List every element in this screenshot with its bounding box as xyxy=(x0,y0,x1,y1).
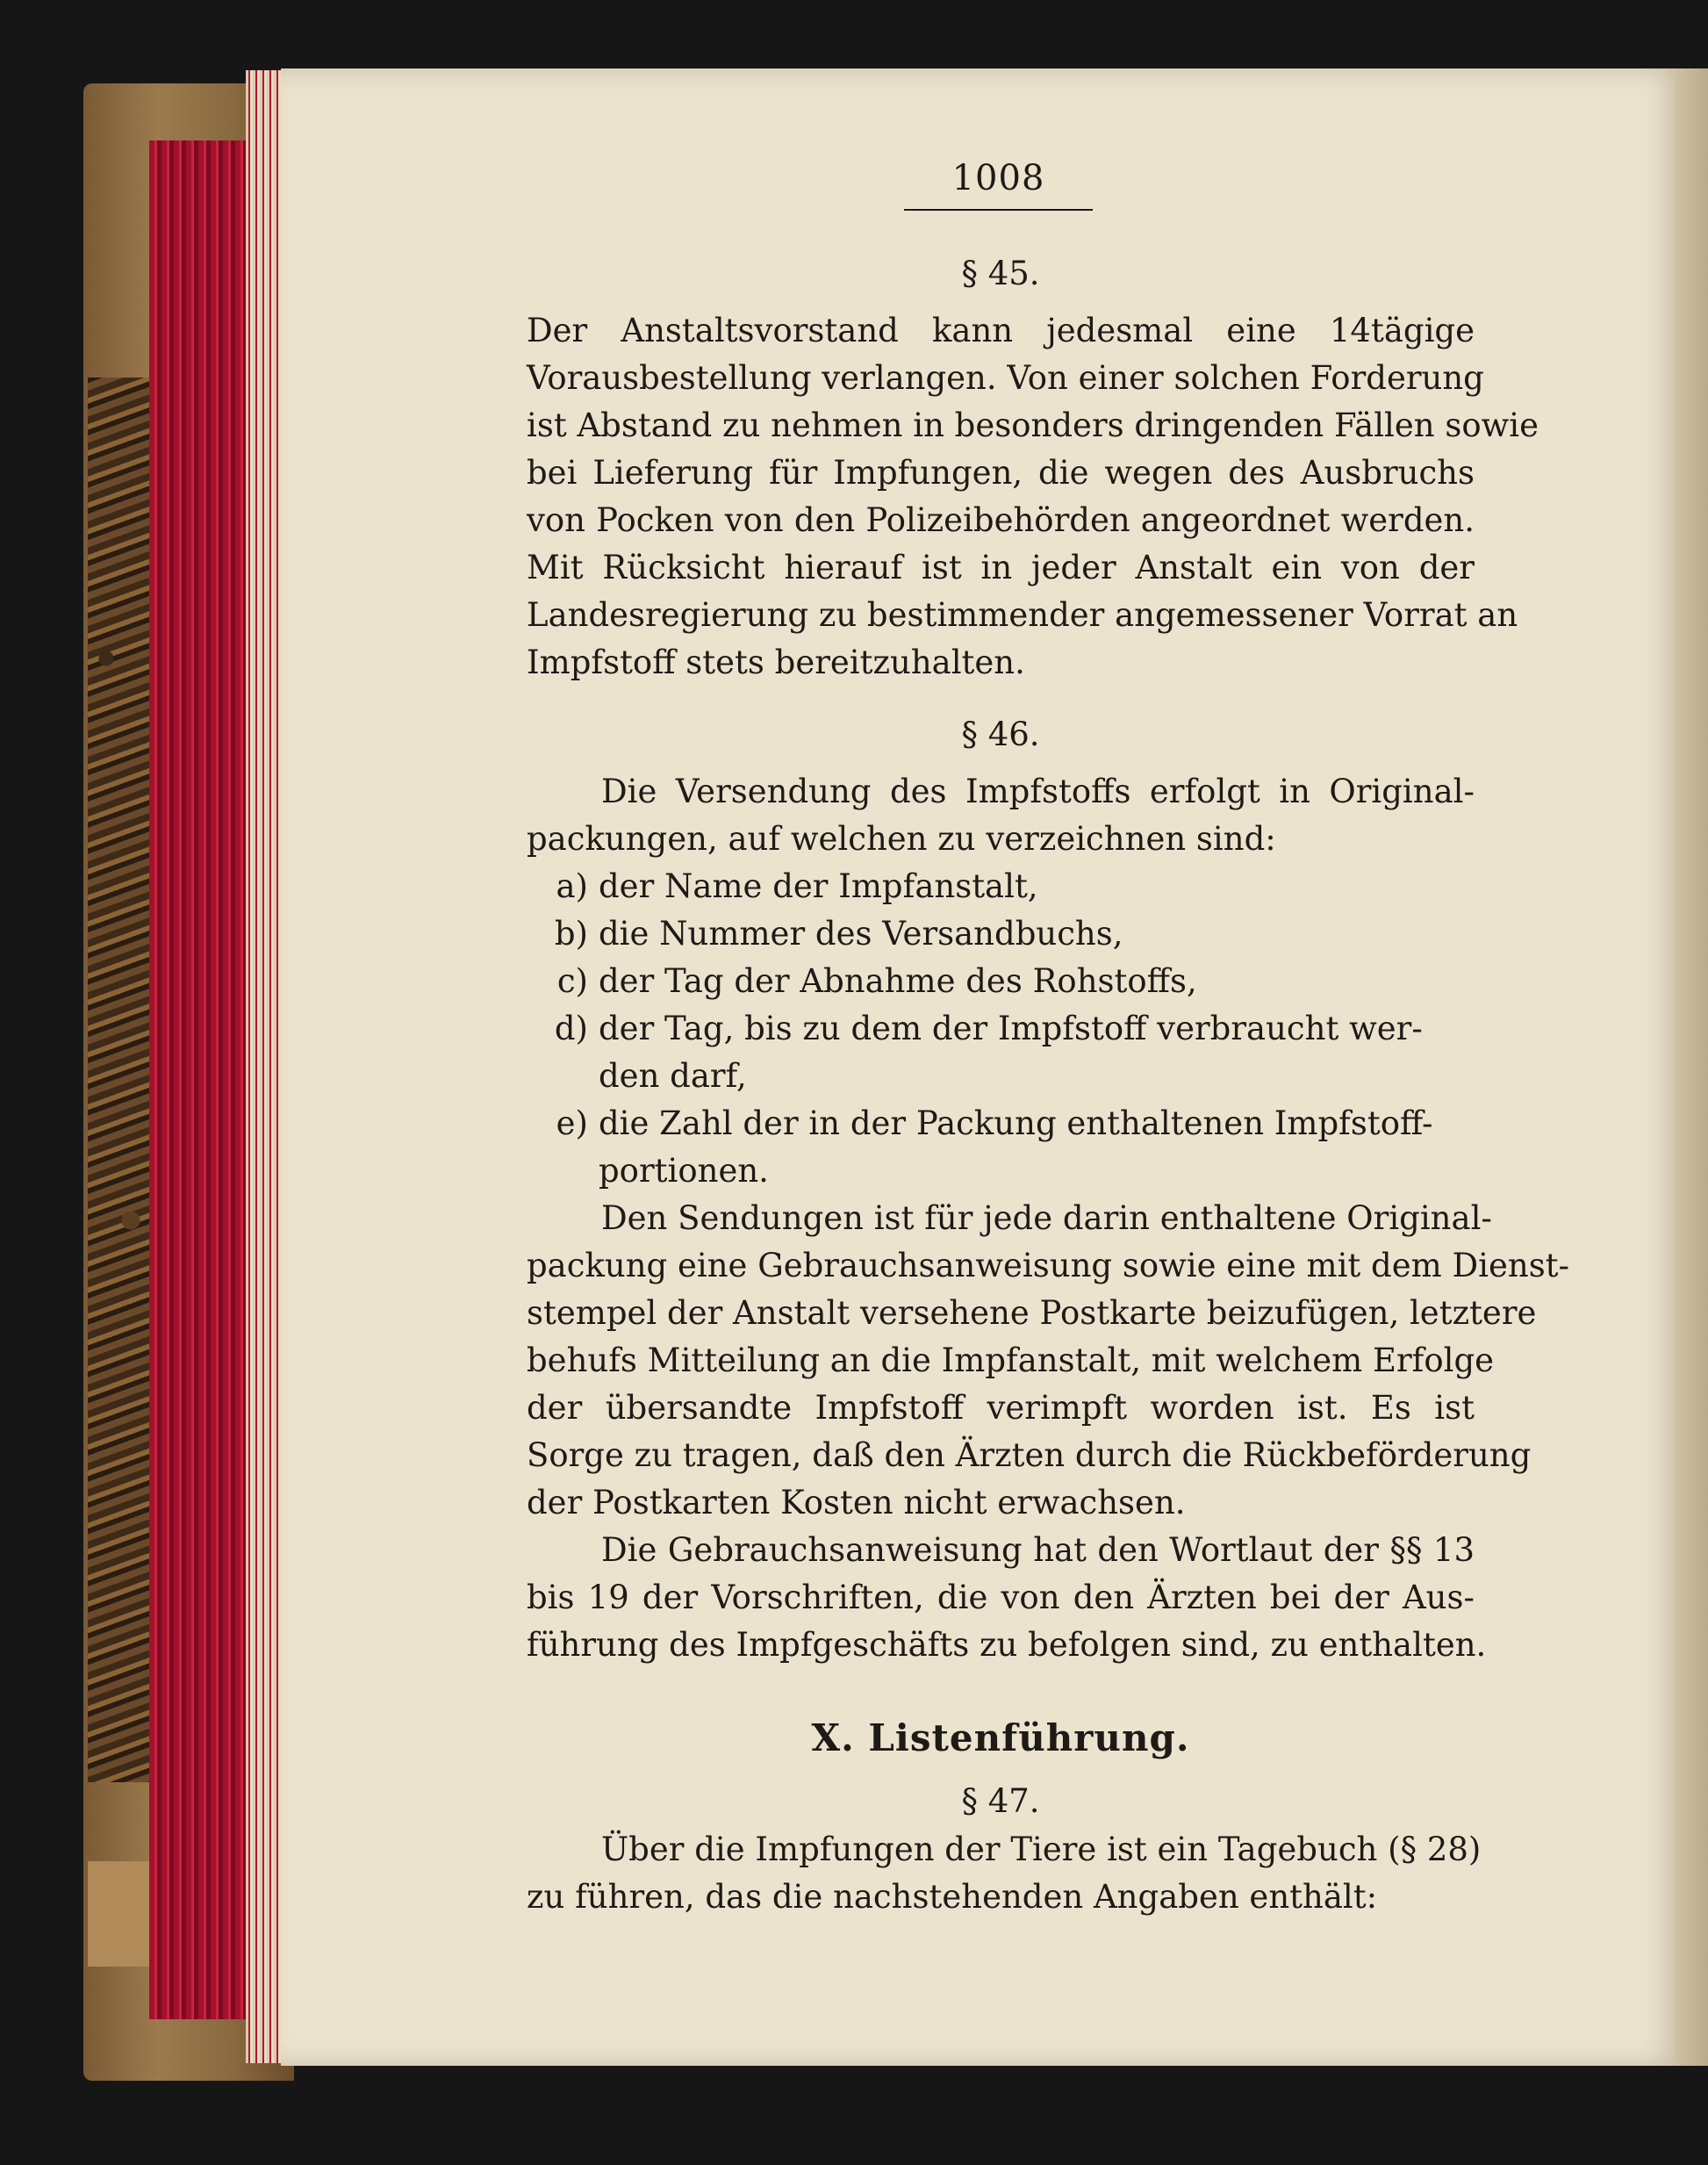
list-item-c xyxy=(527,962,1475,1010)
list-item-e xyxy=(527,1104,1475,1152)
s45-line: Mit Rücksicht hierauf ist in jeder Anstalt ein von der xyxy=(527,549,1475,586)
page-gutter xyxy=(1675,68,1708,2066)
spine-band xyxy=(88,1861,149,1967)
list-item-label: e) xyxy=(556,1104,588,1142)
s45-line: Der Anstaltsvorstand kann jedesmal eine 14tägige xyxy=(527,312,1475,349)
s46-para2-line: packung eine Gebrauchsanweisung sowie eine mit dem Dienst- xyxy=(527,1247,1570,1284)
s46-para2-line: der Postkarten Kosten nicht erwachsen. xyxy=(527,1484,1186,1521)
s45-line: Vorausbestellung verlangen. Von einer solchen Forderung xyxy=(527,359,1484,397)
s46-para3-line: Die Gebrauchsanweisung hat den Wortlaut der §§ 13 xyxy=(601,1531,1475,1569)
marbled-spine xyxy=(88,378,149,1782)
list-item-text: die Nummer des Versandbuchs, xyxy=(599,915,1123,953)
page-number-rule xyxy=(904,209,1093,211)
list-item-label: a) xyxy=(556,867,588,905)
s46-para2-line: Den Sendungen ist für jede darin enthaltene Original- xyxy=(601,1199,1492,1237)
chapter-heading: X. Listenführung. xyxy=(811,1716,1190,1759)
s47-line: zu führen, das die nachstehenden Angaben enthält: xyxy=(527,1878,1378,1916)
s46-para2-line: der übersandte Impfstoff verimpft worden ist. Es ist xyxy=(527,1389,1475,1427)
s46-para2-line: stempel der Anstalt versehene Postkarte beizufügen, letztere xyxy=(527,1294,1537,1332)
s46-para3-line: führung des Impfgeschäfts zu befolgen sind, zu enthalten. xyxy=(527,1626,1487,1664)
s46-para3-line: bis 19 der Vorschriften, die von den Ärzten bei der Aus- xyxy=(527,1579,1475,1616)
s46-intro-line: packungen, auf welchen zu verzeichnen sind: xyxy=(527,820,1276,858)
s45-line: von Pocken von den Polizeibehörden angeordnet werden. xyxy=(527,501,1475,539)
section-46-title: § 46. xyxy=(961,716,1040,753)
list-item-d xyxy=(527,1010,1475,1057)
section-45-title: § 45. xyxy=(961,255,1040,292)
page-number: 1008 xyxy=(951,158,1045,198)
s45-line: ist Abstand zu nehmen in besonders dringenden Fällen sowie xyxy=(527,406,1539,444)
s45-line: bei Lieferung für Impfungen, die wegen des Ausbruchs xyxy=(527,454,1475,492)
list-item-label: b) xyxy=(554,915,588,953)
list-item-e-cont: portionen. xyxy=(599,1152,769,1190)
s47-line: Über die Impfungen der Tiere ist ein Tagebuch (§ 28) xyxy=(601,1831,1482,1868)
list-item-d-cont: den darf, xyxy=(599,1057,747,1095)
section-47-title: § 47. xyxy=(961,1782,1040,1820)
s46-intro-line: Die Versendung des Impfstoffs erfolgt in Original- xyxy=(601,773,1475,810)
s46-para2-line: behufs Mitteilung an die Impfanstalt, mit welchem Erfolge xyxy=(527,1341,1495,1379)
list-item-b xyxy=(527,915,1475,962)
list-item-text: der Tag, bis zu dem der Impfstoff verbraucht wer- xyxy=(599,1010,1423,1047)
list-item-text: die Zahl der in der Packung enthaltenen Impfstoff- xyxy=(599,1104,1433,1142)
list-item-label: d) xyxy=(554,1010,588,1047)
s45-line: Impfstoff stets bereitzuhalten. xyxy=(527,644,1025,681)
list-item-text: der Name der Impfanstalt, xyxy=(599,867,1038,905)
s46-para2-line: Sorge zu tragen, daß den Ärzten durch die Rückbeförderung xyxy=(527,1436,1532,1474)
list-item-a xyxy=(527,867,1475,915)
s45-line: Landesregierung zu bestimmender angemessener Vorrat an xyxy=(527,596,1518,634)
list-item-label: c) xyxy=(556,962,588,1000)
list-item-text: der Tag der Abnahme des Rohstoffs, xyxy=(599,962,1197,1000)
